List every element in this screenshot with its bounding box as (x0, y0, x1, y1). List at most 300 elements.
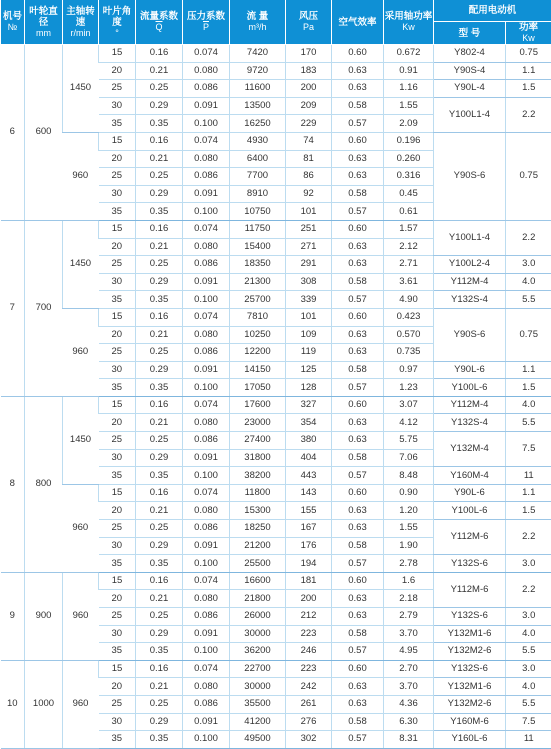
pressure-cell: 74 (286, 132, 332, 150)
flow-cell: 17600 (230, 396, 286, 414)
pressure-cell: 251 (286, 220, 332, 238)
efficiency-cell: 0.58 (332, 713, 384, 731)
motor-model-cell: Y160M-4 (434, 467, 506, 485)
efficiency-cell: 0.58 (332, 361, 384, 379)
motor-model-cell: Y132S-6 (434, 555, 506, 573)
efficiency-cell: 0.63 (332, 414, 384, 432)
efficiency-cell: 0.58 (332, 625, 384, 643)
blade-angle-cell: 30 (99, 537, 136, 555)
flow-cell: 38200 (230, 467, 286, 485)
flow-coef-cell: 0.25 (136, 695, 183, 713)
motor-power-cell: 0.75 (506, 45, 551, 63)
motor-model-cell: Y90L-6 (434, 361, 506, 379)
flow-cell: 18350 (230, 256, 286, 274)
pressure-coef-cell: 0.091 (183, 361, 230, 379)
shaft-power-cell: 1.16 (384, 80, 434, 98)
flow-coef-cell: 0.35 (136, 115, 183, 133)
shaft-power-cell: 1.23 (384, 379, 434, 397)
blade-angle-cell: 35 (99, 115, 136, 133)
shaft-power-cell: 0.91 (384, 62, 434, 80)
table-body (1, 45, 551, 749)
table-header (1, 0, 551, 45)
blade-angle-cell: 20 (99, 150, 136, 168)
efficiency-cell: 0.63 (332, 520, 384, 538)
flow-coef-cell: 0.25 (136, 80, 183, 98)
efficiency-cell: 0.63 (332, 502, 384, 520)
pressure-cell: 86 (286, 168, 332, 186)
pressure-cell: 223 (286, 625, 332, 643)
efficiency-cell: 0.57 (332, 467, 384, 485)
flow-coef-cell: 0.29 (136, 361, 183, 379)
blade-angle-cell: 25 (99, 520, 136, 538)
motor-power-cell: 5.5 (506, 643, 551, 661)
flow-cell: 25500 (230, 555, 286, 573)
machine-no-cell: 7 (1, 220, 25, 396)
pressure-cell: 443 (286, 467, 332, 485)
shaft-power-cell: 3.07 (384, 396, 434, 414)
impeller-diameter-cell: 800 (25, 396, 63, 572)
blade-angle-cell: 15 (99, 572, 136, 590)
flow-cell: 16250 (230, 115, 286, 133)
pressure-coef-cell: 0.091 (183, 537, 230, 555)
pressure-coef-cell: 0.074 (183, 572, 230, 590)
pressure-coef-cell: 0.074 (183, 132, 230, 150)
motor-model-cell: Y112M-6 (434, 572, 506, 607)
impeller-diameter-cell: 700 (25, 220, 63, 396)
efficiency-cell: 0.57 (332, 643, 384, 661)
flow-cell: 7420 (230, 45, 286, 63)
motor-model-cell: Y132M1-6 (434, 625, 506, 643)
flow-cell: 8910 (230, 185, 286, 203)
efficiency-cell: 0.63 (332, 238, 384, 256)
efficiency-cell: 0.63 (332, 80, 384, 98)
pressure-coef-cell: 0.086 (183, 432, 230, 450)
header-flow: 流 量 m³/h (230, 0, 286, 45)
blade-angle-cell: 15 (99, 132, 136, 150)
blade-angle-cell: 30 (99, 449, 136, 467)
efficiency-cell: 0.60 (332, 308, 384, 326)
shaft-power-cell: 3.70 (384, 625, 434, 643)
flow-coef-cell: 0.21 (136, 414, 183, 432)
blade-angle-cell: 35 (99, 203, 136, 221)
flow-cell: 41200 (230, 713, 286, 731)
motor-model-cell: Y100L1-4 (434, 220, 506, 255)
flow-cell: 10250 (230, 326, 286, 344)
motor-model-cell: Y132S-6 (434, 608, 506, 626)
pressure-coef-cell: 0.086 (183, 344, 230, 362)
machine-no-cell: 9 (1, 572, 25, 660)
table-row (1, 45, 551, 63)
shaft-power-cell: 0.97 (384, 361, 434, 379)
blade-angle-cell: 35 (99, 643, 136, 661)
pressure-coef-cell: 0.074 (183, 308, 230, 326)
table-row (1, 220, 551, 238)
blade-angle-cell: 15 (99, 220, 136, 238)
flow-coef-cell: 0.21 (136, 678, 183, 696)
flow-cell: 10750 (230, 203, 286, 221)
pressure-coef-cell: 0.080 (183, 150, 230, 168)
motor-model-cell: Y100L-6 (434, 379, 506, 397)
flow-cell: 49500 (230, 731, 286, 749)
shaft-power-cell: 2.71 (384, 256, 434, 274)
pressure-cell: 404 (286, 449, 332, 467)
flow-cell: 6400 (230, 150, 286, 168)
blade-angle-cell: 35 (99, 467, 136, 485)
spindle-speed-cell: 1450 (63, 396, 99, 484)
pressure-coef-cell: 0.100 (183, 731, 230, 749)
pressure-cell: 125 (286, 361, 332, 379)
blade-angle-cell: 35 (99, 379, 136, 397)
shaft-power-cell: 2.70 (384, 660, 434, 678)
impeller-diameter-cell: 900 (25, 572, 63, 660)
flow-cell: 11750 (230, 220, 286, 238)
pressure-coef-cell: 0.091 (183, 625, 230, 643)
flow-coef-cell: 0.29 (136, 449, 183, 467)
blade-angle-cell: 30 (99, 625, 136, 643)
efficiency-cell: 0.57 (332, 203, 384, 221)
flow-coef-cell: 0.35 (136, 379, 183, 397)
flow-cell: 27400 (230, 432, 286, 450)
motor-power-cell: 4.0 (506, 625, 551, 643)
table-row (1, 572, 551, 590)
motor-model-cell: Y132S-4 (434, 414, 506, 432)
shaft-power-cell: 3.61 (384, 273, 434, 291)
header-motor: 配用电动机 (434, 0, 551, 22)
shaft-power-cell: 1.57 (384, 220, 434, 238)
efficiency-cell: 0.60 (332, 572, 384, 590)
shaft-power-cell: 6.30 (384, 713, 434, 731)
blade-angle-cell: 15 (99, 660, 136, 678)
motor-power-cell: 5.5 (506, 695, 551, 713)
blade-angle-cell: 20 (99, 238, 136, 256)
flow-cell: 13500 (230, 97, 286, 115)
pressure-coef-cell: 0.091 (183, 97, 230, 115)
header-motor-power: 功率 Kw (506, 22, 551, 45)
motor-power-cell: 3.0 (506, 256, 551, 274)
shaft-power-cell: 1.55 (384, 97, 434, 115)
impeller-diameter-cell: 600 (25, 45, 63, 221)
blade-angle-cell: 25 (99, 80, 136, 98)
spindle-speed-cell: 960 (63, 660, 99, 748)
shaft-power-cell: 2.12 (384, 238, 434, 256)
flow-coef-cell: 0.25 (136, 608, 183, 626)
shaft-power-cell: 1.90 (384, 537, 434, 555)
pressure-cell: 128 (286, 379, 332, 397)
motor-model-cell: Y160L-6 (434, 731, 506, 749)
flow-coef-cell: 0.29 (136, 273, 183, 291)
machine-no-cell: 8 (1, 396, 25, 572)
motor-model-cell: Y802-4 (434, 45, 506, 63)
motor-model-cell: Y90S-6 (434, 132, 506, 220)
motor-model-cell: Y90S-4 (434, 62, 506, 80)
blade-angle-cell: 25 (99, 608, 136, 626)
flow-coef-cell: 0.21 (136, 62, 183, 80)
efficiency-cell: 0.58 (332, 537, 384, 555)
blade-angle-cell: 35 (99, 291, 136, 309)
motor-model-cell: Y90S-6 (434, 308, 506, 361)
efficiency-cell: 0.58 (332, 185, 384, 203)
flow-cell: 25700 (230, 291, 286, 309)
pressure-cell: 176 (286, 537, 332, 555)
flow-cell: 4930 (230, 132, 286, 150)
machine-no-cell: 6 (1, 45, 25, 221)
flow-coef-cell: 0.21 (136, 150, 183, 168)
efficiency-cell: 0.60 (332, 132, 384, 150)
pressure-coef-cell: 0.100 (183, 115, 230, 133)
pressure-cell: 101 (286, 203, 332, 221)
pressure-cell: 223 (286, 660, 332, 678)
pressure-coef-cell: 0.074 (183, 484, 230, 502)
motor-model-cell: Y112M-6 (434, 520, 506, 555)
table-row (1, 484, 551, 502)
flow-cell: 12200 (230, 344, 286, 362)
shaft-power-cell: 5.75 (384, 432, 434, 450)
shaft-power-cell: 2.78 (384, 555, 434, 573)
shaft-power-cell: 0.672 (384, 45, 434, 63)
pressure-cell: 143 (286, 484, 332, 502)
header-pressure: 风压 Pa (286, 0, 332, 45)
motor-power-cell: 4.0 (506, 273, 551, 291)
flow-coef-cell: 0.16 (136, 660, 183, 678)
flow-coef-cell: 0.35 (136, 467, 183, 485)
pressure-coef-cell: 0.080 (183, 590, 230, 608)
shaft-power-cell: 4.95 (384, 643, 434, 661)
blade-angle-cell: 15 (99, 45, 136, 63)
efficiency-cell: 0.63 (332, 695, 384, 713)
flow-coef-cell: 0.25 (136, 432, 183, 450)
shaft-power-cell: 1.20 (384, 502, 434, 520)
flow-coef-cell: 0.16 (136, 484, 183, 502)
flow-coef-cell: 0.35 (136, 643, 183, 661)
flow-cell: 26000 (230, 608, 286, 626)
flow-coef-cell: 0.29 (136, 97, 183, 115)
shaft-power-cell: 0.735 (384, 344, 434, 362)
shaft-power-cell: 8.31 (384, 731, 434, 749)
motor-model-cell: Y132M-4 (434, 432, 506, 467)
pressure-coef-cell: 0.100 (183, 203, 230, 221)
flow-cell: 16600 (230, 572, 286, 590)
motor-power-cell: 3.0 (506, 660, 551, 678)
blade-angle-cell: 30 (99, 97, 136, 115)
pressure-cell: 354 (286, 414, 332, 432)
pressure-cell: 261 (286, 695, 332, 713)
motor-model-cell: Y132S-6 (434, 660, 506, 678)
efficiency-cell: 0.63 (332, 150, 384, 168)
efficiency-cell: 0.63 (332, 432, 384, 450)
flow-cell: 7810 (230, 308, 286, 326)
motor-model-cell: Y90L-6 (434, 484, 506, 502)
blade-angle-cell: 20 (99, 414, 136, 432)
flow-coef-cell: 0.16 (136, 396, 183, 414)
motor-power-cell: 1.1 (506, 62, 551, 80)
efficiency-cell: 0.57 (332, 291, 384, 309)
motor-power-cell: 1.5 (506, 379, 551, 397)
pressure-coef-cell: 0.080 (183, 238, 230, 256)
pressure-coef-cell: 0.074 (183, 45, 230, 63)
pressure-coef-cell: 0.100 (183, 379, 230, 397)
motor-power-cell: 4.0 (506, 678, 551, 696)
motor-model-cell: Y160M-6 (434, 713, 506, 731)
flow-cell: 30000 (230, 678, 286, 696)
spindle-speed-cell: 1450 (63, 45, 99, 133)
flow-cell: 21300 (230, 273, 286, 291)
efficiency-cell: 0.58 (332, 449, 384, 467)
efficiency-cell: 0.57 (332, 731, 384, 749)
blade-angle-cell: 30 (99, 713, 136, 731)
motor-power-cell: 2.2 (506, 520, 551, 555)
shaft-power-cell: 2.09 (384, 115, 434, 133)
flow-cell: 14150 (230, 361, 286, 379)
pressure-coef-cell: 0.074 (183, 396, 230, 414)
motor-power-cell: 2.2 (506, 572, 551, 607)
motor-model-cell: Y100L2-4 (434, 256, 506, 274)
pressure-cell: 302 (286, 731, 332, 749)
pressure-coef-cell: 0.086 (183, 80, 230, 98)
flow-cell: 21200 (230, 537, 286, 555)
motor-model-cell: Y112M-4 (434, 273, 506, 291)
table-row (1, 396, 551, 414)
shaft-power-cell: 0.90 (384, 484, 434, 502)
spindle-speed-cell: 960 (63, 572, 99, 660)
pressure-cell: 194 (286, 555, 332, 573)
motor-power-cell: 1.5 (506, 80, 551, 98)
motor-power-cell: 0.75 (506, 132, 551, 220)
flow-coef-cell: 0.35 (136, 555, 183, 573)
motor-power-cell: 1.1 (506, 484, 551, 502)
shaft-power-cell: 0.570 (384, 326, 434, 344)
pressure-cell: 119 (286, 344, 332, 362)
motor-power-cell: 5.5 (506, 414, 551, 432)
shaft-power-cell: 4.90 (384, 291, 434, 309)
flow-coef-cell: 0.25 (136, 256, 183, 274)
motor-power-cell: 5.5 (506, 291, 551, 309)
pressure-cell: 200 (286, 590, 332, 608)
blade-angle-cell: 25 (99, 344, 136, 362)
motor-model-cell: Y112M-4 (434, 396, 506, 414)
blade-angle-cell: 20 (99, 502, 136, 520)
flow-cell: 31800 (230, 449, 286, 467)
efficiency-cell: 0.63 (332, 608, 384, 626)
header-flow-coefficient: 流量系数 $\overline{Q}$ (136, 0, 183, 45)
blade-angle-cell: 35 (99, 555, 136, 573)
flow-cell: 15400 (230, 238, 286, 256)
motor-power-cell: 3.0 (506, 555, 551, 573)
pressure-coef-cell: 0.080 (183, 502, 230, 520)
efficiency-cell: 0.58 (332, 273, 384, 291)
blade-angle-cell: 25 (99, 168, 136, 186)
pressure-coef-cell: 0.080 (183, 678, 230, 696)
pressure-coef-cell: 0.100 (183, 555, 230, 573)
efficiency-cell: 0.57 (332, 115, 384, 133)
pressure-cell: 155 (286, 502, 332, 520)
pressure-coef-cell: 0.086 (183, 520, 230, 538)
efficiency-cell: 0.60 (332, 484, 384, 502)
header-spindle-speed: 主轴转速 r/min (63, 0, 99, 45)
pressure-coef-cell: 0.086 (183, 256, 230, 274)
shaft-power-cell: 8.48 (384, 467, 434, 485)
shaft-power-cell: 1.55 (384, 520, 434, 538)
pressure-cell: 276 (286, 713, 332, 731)
blade-angle-cell: 15 (99, 396, 136, 414)
pressure-coef-cell: 0.086 (183, 695, 230, 713)
shaft-power-cell: 0.61 (384, 203, 434, 221)
flow-coef-cell: 0.16 (136, 45, 183, 63)
motor-power-cell: 3.0 (506, 608, 551, 626)
blade-angle-cell: 20 (99, 678, 136, 696)
table-row (1, 660, 551, 678)
pressure-cell: 271 (286, 238, 332, 256)
flow-cell: 21800 (230, 590, 286, 608)
blade-angle-cell: 30 (99, 273, 136, 291)
pressure-cell: 339 (286, 291, 332, 309)
flow-cell: 30000 (230, 625, 286, 643)
flow-cell: 11800 (230, 484, 286, 502)
flow-coef-cell: 0.35 (136, 291, 183, 309)
pressure-cell: 327 (286, 396, 332, 414)
motor-model-cell: Y100L-6 (434, 502, 506, 520)
blade-angle-cell: 20 (99, 62, 136, 80)
shaft-power-cell: 7.06 (384, 449, 434, 467)
flow-cell: 22700 (230, 660, 286, 678)
header-blade-angle: 叶片角度 ° (99, 0, 136, 45)
pressure-cell: 181 (286, 572, 332, 590)
pressure-coef-cell: 0.091 (183, 185, 230, 203)
motor-model-cell: Y132S-4 (434, 291, 506, 309)
flow-coef-cell: 0.16 (136, 220, 183, 238)
motor-power-cell: 2.2 (506, 220, 551, 255)
efficiency-cell: 0.63 (332, 344, 384, 362)
motor-model-cell: Y132M2-6 (434, 643, 506, 661)
pressure-cell: 308 (286, 273, 332, 291)
motor-power-cell: 1.5 (506, 502, 551, 520)
shaft-power-cell: 0.260 (384, 150, 434, 168)
spindle-speed-cell: 1450 (63, 220, 99, 308)
pressure-coef-cell: 0.100 (183, 291, 230, 309)
flow-coef-cell: 0.21 (136, 326, 183, 344)
blade-angle-cell: 30 (99, 185, 136, 203)
flow-cell: 18250 (230, 520, 286, 538)
pressure-cell: 229 (286, 115, 332, 133)
blade-angle-cell: 20 (99, 326, 136, 344)
header-air-efficiency: 空气效率 (332, 0, 384, 45)
flow-coef-cell: 0.21 (136, 238, 183, 256)
shaft-power-cell: 0.316 (384, 168, 434, 186)
motor-model-cell: Y132M2-6 (434, 695, 506, 713)
blade-angle-cell: 25 (99, 256, 136, 274)
blade-angle-cell: 30 (99, 361, 136, 379)
efficiency-cell: 0.60 (332, 396, 384, 414)
flow-coef-cell: 0.21 (136, 502, 183, 520)
motor-power-cell: 2.2 (506, 97, 551, 132)
efficiency-cell: 0.63 (332, 590, 384, 608)
flow-cell: 36200 (230, 643, 286, 661)
header-impeller-diameter: 叶轮直径 mm (25, 0, 63, 45)
motor-power-cell: 4.0 (506, 396, 551, 414)
pressure-cell: 167 (286, 520, 332, 538)
header-motor-model: 型 号 (434, 22, 506, 45)
motor-power-cell: 11 (506, 731, 551, 749)
pressure-coef-cell: 0.086 (183, 608, 230, 626)
efficiency-cell: 0.60 (332, 660, 384, 678)
motor-model-cell: Y132M1-6 (434, 678, 506, 696)
motor-model-cell: Y100L1-4 (434, 97, 506, 132)
efficiency-cell: 0.60 (332, 220, 384, 238)
efficiency-cell: 0.58 (332, 97, 384, 115)
pressure-cell: 246 (286, 643, 332, 661)
pressure-cell: 92 (286, 185, 332, 203)
flow-cell: 9720 (230, 62, 286, 80)
efficiency-cell: 0.63 (332, 678, 384, 696)
